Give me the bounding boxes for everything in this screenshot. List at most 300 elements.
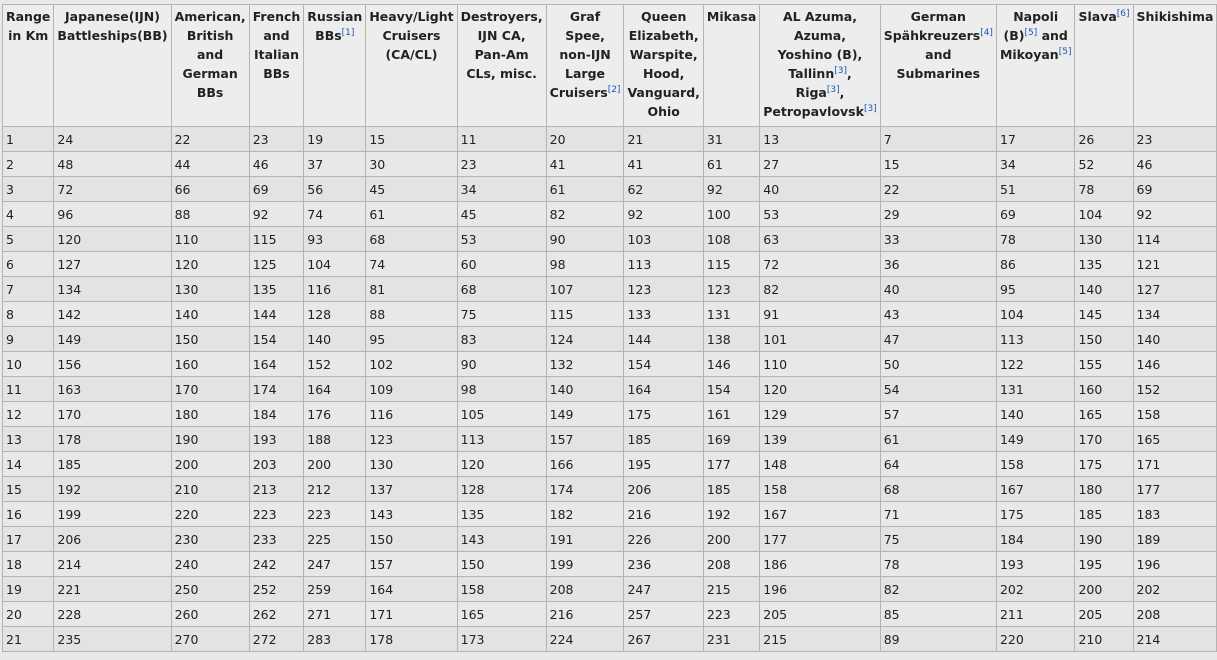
range-cell: 19 <box>3 577 54 602</box>
table-cell: 164 <box>366 577 457 602</box>
table-cell: 211 <box>996 602 1075 627</box>
table-cell: 186 <box>760 552 880 577</box>
table-cell: 48 <box>54 152 171 177</box>
table-cell: 178 <box>366 627 457 652</box>
table-cell: 140 <box>546 377 624 402</box>
table-cell: 45 <box>457 202 546 227</box>
table-cell: 78 <box>880 552 996 577</box>
table-cell: 174 <box>546 477 624 502</box>
table-cell: 144 <box>249 302 304 327</box>
table-cell: 68 <box>366 227 457 252</box>
table-cell: 157 <box>546 427 624 452</box>
table-cell: 185 <box>54 452 171 477</box>
table-cell: 46 <box>1133 152 1217 177</box>
citation-link[interactable]: [3] <box>826 84 840 95</box>
table-cell: 144 <box>624 327 703 352</box>
table-cell: 231 <box>703 627 759 652</box>
range-cell: 3 <box>3 177 54 202</box>
table-cell: 108 <box>703 227 759 252</box>
table-row <box>3 177 1217 202</box>
table-cell: 96 <box>54 202 171 227</box>
table-cell: 120 <box>171 252 249 277</box>
table-cell: 68 <box>880 477 996 502</box>
table-cell: 138 <box>703 327 759 352</box>
table-cell: 130 <box>366 452 457 477</box>
table-cell: 19 <box>304 127 366 152</box>
table-cell: 156 <box>54 352 171 377</box>
table-row <box>3 477 1217 502</box>
table-cell: 63 <box>760 227 880 252</box>
table-cell: 154 <box>703 377 759 402</box>
header-spahkreuzers: German Spähkreuzers[4] and Submarines <box>880 5 996 127</box>
table-cell: 116 <box>366 402 457 427</box>
table-cell: 30 <box>366 152 457 177</box>
table-cell: 167 <box>760 502 880 527</box>
table-cell: 230 <box>171 527 249 552</box>
table-cell: 191 <box>546 527 624 552</box>
table-cell: 272 <box>249 627 304 652</box>
table-cell: 158 <box>1133 402 1217 427</box>
citation-link[interactable]: [4] <box>980 27 993 38</box>
table-cell: 171 <box>1133 452 1217 477</box>
header-large-cruisers: Graf Spee, non-IJN Large Cruisers[2] <box>546 5 624 127</box>
table-row <box>3 577 1217 602</box>
range-cell: 2 <box>3 152 54 177</box>
citation-link[interactable]: [2] <box>607 84 621 95</box>
table-cell: 220 <box>171 502 249 527</box>
table-cell: 92 <box>249 202 304 227</box>
range-cell: 17 <box>3 527 54 552</box>
table-cell: 22 <box>171 127 249 152</box>
citation-link[interactable]: [3] <box>834 65 847 76</box>
table-cell: 23 <box>457 152 546 177</box>
table-cell: 74 <box>304 202 366 227</box>
table-cell: 165 <box>1133 427 1217 452</box>
table-cell: 214 <box>1133 627 1217 652</box>
table-cell: 115 <box>703 252 759 277</box>
citation-link[interactable]: [5] <box>1058 46 1072 57</box>
table-cell: 95 <box>366 327 457 352</box>
table-cell: 7 <box>880 127 996 152</box>
table-cell: 150 <box>457 552 546 577</box>
table-cell: 31 <box>703 127 759 152</box>
table-cell: 134 <box>54 277 171 302</box>
header-destroyers: Destroyers, IJN CA, Pan-Am CLs, misc. <box>457 5 546 127</box>
table-cell: 150 <box>171 327 249 352</box>
table-cell: 212 <box>304 477 366 502</box>
table-cell: 146 <box>703 352 759 377</box>
table-cell: 116 <box>304 277 366 302</box>
table-cell: 74 <box>366 252 457 277</box>
table-row <box>3 402 1217 427</box>
table-cell: 17 <box>996 127 1075 152</box>
table-cell: 61 <box>703 152 759 177</box>
table-cell: 242 <box>249 552 304 577</box>
table-cell: 23 <box>249 127 304 152</box>
table-cell: 140 <box>171 302 249 327</box>
table-cell: 15 <box>880 152 996 177</box>
table-cell: 210 <box>171 477 249 502</box>
table-cell: 36 <box>880 252 996 277</box>
table-cell: 223 <box>304 502 366 527</box>
table-cell: 200 <box>171 452 249 477</box>
table-row <box>3 552 1217 577</box>
table-cell: 23 <box>1133 127 1217 152</box>
table-cell: 177 <box>1133 477 1217 502</box>
table-cell: 61 <box>546 177 624 202</box>
table-cell: 157 <box>366 552 457 577</box>
table-cell: 190 <box>171 427 249 452</box>
table-cell: 203 <box>249 452 304 477</box>
table-cell: 37 <box>304 152 366 177</box>
header-row <box>3 5 1217 127</box>
table-cell: 134 <box>1133 302 1217 327</box>
table-cell: 208 <box>703 552 759 577</box>
table-cell: 135 <box>457 502 546 527</box>
table-cell: 104 <box>304 252 366 277</box>
table-cell: 44 <box>171 152 249 177</box>
table-cell: 69 <box>249 177 304 202</box>
table-row <box>3 527 1217 552</box>
table-cell: 154 <box>624 352 703 377</box>
table-cell: 240 <box>171 552 249 577</box>
table-cell: 158 <box>457 577 546 602</box>
table-cell: 57 <box>880 402 996 427</box>
table-cell: 149 <box>54 327 171 352</box>
table-cell: 193 <box>249 427 304 452</box>
table-cell: 130 <box>1075 227 1133 252</box>
table-cell: 160 <box>171 352 249 377</box>
table-cell: 169 <box>703 427 759 452</box>
table-cell: 205 <box>1075 602 1133 627</box>
table-cell: 120 <box>54 227 171 252</box>
table-cell: 89 <box>880 627 996 652</box>
table-cell: 46 <box>249 152 304 177</box>
table-cell: 260 <box>171 602 249 627</box>
header-mikasa: Mikasa <box>703 5 759 127</box>
table-cell: 123 <box>366 427 457 452</box>
table-cell: 143 <box>366 502 457 527</box>
table-cell: 223 <box>249 502 304 527</box>
range-cell: 6 <box>3 252 54 277</box>
table-cell: 154 <box>249 327 304 352</box>
table-row <box>3 252 1217 277</box>
table-cell: 129 <box>760 402 880 427</box>
table-cell: 83 <box>457 327 546 352</box>
table-cell: 95 <box>996 277 1075 302</box>
table-cell: 92 <box>624 202 703 227</box>
table-cell: 155 <box>1075 352 1133 377</box>
table-cell: 98 <box>457 377 546 402</box>
table-cell: 64 <box>880 452 996 477</box>
table-cell: 205 <box>760 602 880 627</box>
table-row <box>3 302 1217 327</box>
table-row <box>3 277 1217 302</box>
table-cell: 193 <box>996 552 1075 577</box>
citation-link[interactable]: [6] <box>1116 8 1130 19</box>
table-cell: 135 <box>1075 252 1133 277</box>
range-cell: 20 <box>3 602 54 627</box>
table-cell: 41 <box>546 152 624 177</box>
table-cell: 128 <box>304 302 366 327</box>
table-cell: 125 <box>249 252 304 277</box>
table-cell: 92 <box>1133 202 1217 227</box>
table-cell: 283 <box>304 627 366 652</box>
table-cell: 173 <box>457 627 546 652</box>
table-cell: 88 <box>366 302 457 327</box>
range-cell: 15 <box>3 477 54 502</box>
table-cell: 69 <box>996 202 1075 227</box>
table-cell: 127 <box>1133 277 1217 302</box>
citation-link[interactable]: [5] <box>1024 27 1038 38</box>
table-cell: 164 <box>304 377 366 402</box>
table-cell: 190 <box>1075 527 1133 552</box>
table-cell: 148 <box>760 452 880 477</box>
table-cell: 192 <box>703 502 759 527</box>
table-cell: 75 <box>880 527 996 552</box>
table-cell: 221 <box>54 577 171 602</box>
table-cell: 182 <box>546 502 624 527</box>
table-cell: 214 <box>54 552 171 577</box>
table-cell: 13 <box>760 127 880 152</box>
table-cell: 22 <box>880 177 996 202</box>
table-cell: 104 <box>996 302 1075 327</box>
table-row <box>3 602 1217 627</box>
table-cell: 114 <box>1133 227 1217 252</box>
citation-link[interactable]: [3] <box>863 103 877 114</box>
table-cell: 115 <box>249 227 304 252</box>
table-cell: 170 <box>1075 427 1133 452</box>
table-cell: 170 <box>54 402 171 427</box>
table-cell: 225 <box>304 527 366 552</box>
table-cell: 50 <box>880 352 996 377</box>
table-cell: 196 <box>760 577 880 602</box>
table-cell: 113 <box>457 427 546 452</box>
table-cell: 250 <box>171 577 249 602</box>
table-cell: 110 <box>171 227 249 252</box>
table-cell: 107 <box>546 277 624 302</box>
table-row <box>3 452 1217 477</box>
table-cell: 259 <box>304 577 366 602</box>
table-cell: 199 <box>54 502 171 527</box>
table-cell: 93 <box>304 227 366 252</box>
table-cell: 92 <box>703 177 759 202</box>
table-cell: 135 <box>249 277 304 302</box>
table-cell: 183 <box>1133 502 1217 527</box>
table-body <box>3 127 1217 652</box>
table-cell: 47 <box>880 327 996 352</box>
range-cell: 7 <box>3 277 54 302</box>
table-cell: 123 <box>703 277 759 302</box>
table-cell: 164 <box>249 352 304 377</box>
table-cell: 220 <box>996 627 1075 652</box>
table-cell: 11 <box>457 127 546 152</box>
table-cell: 200 <box>304 452 366 477</box>
table-cell: 98 <box>546 252 624 277</box>
table-cell: 233 <box>249 527 304 552</box>
table-cell: 185 <box>624 427 703 452</box>
table-cell: 140 <box>1133 327 1217 352</box>
table-cell: 75 <box>457 302 546 327</box>
table-cell: 61 <box>880 427 996 452</box>
header-queen-elizabeth: Queen Elizabeth, Warspite, Hood, Vanguard, Ohio <box>624 5 703 127</box>
range-cell: 14 <box>3 452 54 477</box>
table-cell: 105 <box>457 402 546 427</box>
table-cell: 86 <box>996 252 1075 277</box>
table-cell: 40 <box>760 177 880 202</box>
table-cell: 140 <box>1075 277 1133 302</box>
table-cell: 215 <box>760 627 880 652</box>
table-cell: 215 <box>703 577 759 602</box>
table-cell: 60 <box>457 252 546 277</box>
table-cell: 69 <box>1133 177 1217 202</box>
table-cell: 200 <box>703 527 759 552</box>
table-cell: 195 <box>624 452 703 477</box>
table-cell: 174 <box>249 377 304 402</box>
table-row <box>3 377 1217 402</box>
table-cell: 102 <box>366 352 457 377</box>
table-cell: 121 <box>1133 252 1217 277</box>
table-cell: 26 <box>1075 127 1133 152</box>
table-cell: 267 <box>624 627 703 652</box>
table-cell: 124 <box>546 327 624 352</box>
table-cell: 199 <box>546 552 624 577</box>
table-cell: 171 <box>366 602 457 627</box>
table-cell: 228 <box>54 602 171 627</box>
table-cell: 62 <box>624 177 703 202</box>
table-cell: 34 <box>457 177 546 202</box>
table-cell: 178 <box>54 427 171 452</box>
range-cell: 12 <box>3 402 54 427</box>
table-cell: 82 <box>546 202 624 227</box>
table-cell: 180 <box>1075 477 1133 502</box>
table-cell: 150 <box>1075 327 1133 352</box>
table-cell: 142 <box>54 302 171 327</box>
table-cell: 175 <box>1075 452 1133 477</box>
table-cell: 180 <box>171 402 249 427</box>
table-cell: 139 <box>760 427 880 452</box>
table-cell: 109 <box>366 377 457 402</box>
table-cell: 29 <box>880 202 996 227</box>
table-cell: 130 <box>171 277 249 302</box>
table-cell: 202 <box>996 577 1075 602</box>
table-cell: 53 <box>760 202 880 227</box>
table-cell: 216 <box>624 502 703 527</box>
table-cell: 167 <box>996 477 1075 502</box>
table-cell: 185 <box>1075 502 1133 527</box>
header-cruisers: Heavy/Light Cruisers (CA/CL) <box>366 5 457 127</box>
table-cell: 113 <box>996 327 1075 352</box>
table-cell: 270 <box>171 627 249 652</box>
range-cell: 1 <box>3 127 54 152</box>
table-row <box>3 152 1217 177</box>
table-cell: 149 <box>546 402 624 427</box>
table-cell: 43 <box>880 302 996 327</box>
header-slava: Slava[6] <box>1075 5 1133 127</box>
table-cell: 53 <box>457 227 546 252</box>
table-cell: 210 <box>1075 627 1133 652</box>
table-cell: 208 <box>1133 602 1217 627</box>
range-cell: 5 <box>3 227 54 252</box>
table-row <box>3 352 1217 377</box>
range-cell: 13 <box>3 427 54 452</box>
table-cell: 226 <box>624 527 703 552</box>
table-row <box>3 327 1217 352</box>
table-cell: 206 <box>624 477 703 502</box>
table-cell: 140 <box>304 327 366 352</box>
table-cell: 165 <box>1075 402 1133 427</box>
table-cell: 52 <box>1075 152 1133 177</box>
range-cell: 9 <box>3 327 54 352</box>
table-cell: 202 <box>1133 577 1217 602</box>
table-cell: 149 <box>996 427 1075 452</box>
table-cell: 146 <box>1133 352 1217 377</box>
table-cell: 127 <box>54 252 171 277</box>
table-cell: 235 <box>54 627 171 652</box>
table-cell: 82 <box>760 277 880 302</box>
table-cell: 66 <box>171 177 249 202</box>
header-range: Range in Km <box>3 5 54 127</box>
table-cell: 104 <box>1075 202 1133 227</box>
table-cell: 71 <box>880 502 996 527</box>
table-cell: 236 <box>624 552 703 577</box>
table-cell: 158 <box>996 452 1075 477</box>
table-cell: 132 <box>546 352 624 377</box>
table-cell: 33 <box>880 227 996 252</box>
table-cell: 150 <box>366 527 457 552</box>
table-cell: 15 <box>366 127 457 152</box>
table-cell: 192 <box>54 477 171 502</box>
table-cell: 176 <box>304 402 366 427</box>
table-cell: 166 <box>546 452 624 477</box>
table-cell: 78 <box>996 227 1075 252</box>
table-cell: 247 <box>304 552 366 577</box>
range-cell: 4 <box>3 202 54 227</box>
table-cell: 82 <box>880 577 996 602</box>
citation-link[interactable]: [1] <box>341 27 355 38</box>
range-cell: 16 <box>3 502 54 527</box>
table-cell: 170 <box>171 377 249 402</box>
table-cell: 165 <box>457 602 546 627</box>
table-cell: 152 <box>1133 377 1217 402</box>
table-cell: 216 <box>546 602 624 627</box>
table-cell: 158 <box>760 477 880 502</box>
table-cell: 88 <box>171 202 249 227</box>
table-cell: 137 <box>366 477 457 502</box>
table-cell: 206 <box>54 527 171 552</box>
table-cell: 184 <box>249 402 304 427</box>
table-cell: 85 <box>880 602 996 627</box>
table-cell: 145 <box>1075 302 1133 327</box>
table-cell: 196 <box>1133 552 1217 577</box>
table-cell: 56 <box>304 177 366 202</box>
table-cell: 208 <box>546 577 624 602</box>
table-cell: 54 <box>880 377 996 402</box>
table-cell: 51 <box>996 177 1075 202</box>
header-napoli: Napoli (B)[5] and Mikoyan[5] <box>996 5 1075 127</box>
table-row <box>3 502 1217 527</box>
table-cell: 184 <box>996 527 1075 552</box>
table-cell: 27 <box>760 152 880 177</box>
table-cell: 90 <box>457 352 546 377</box>
table-cell: 195 <box>1075 552 1133 577</box>
table-cell: 72 <box>760 252 880 277</box>
table-cell: 113 <box>624 252 703 277</box>
table-cell: 164 <box>624 377 703 402</box>
penetration-table <box>2 4 1217 652</box>
table-cell: 115 <box>546 302 624 327</box>
table-cell: 131 <box>996 377 1075 402</box>
